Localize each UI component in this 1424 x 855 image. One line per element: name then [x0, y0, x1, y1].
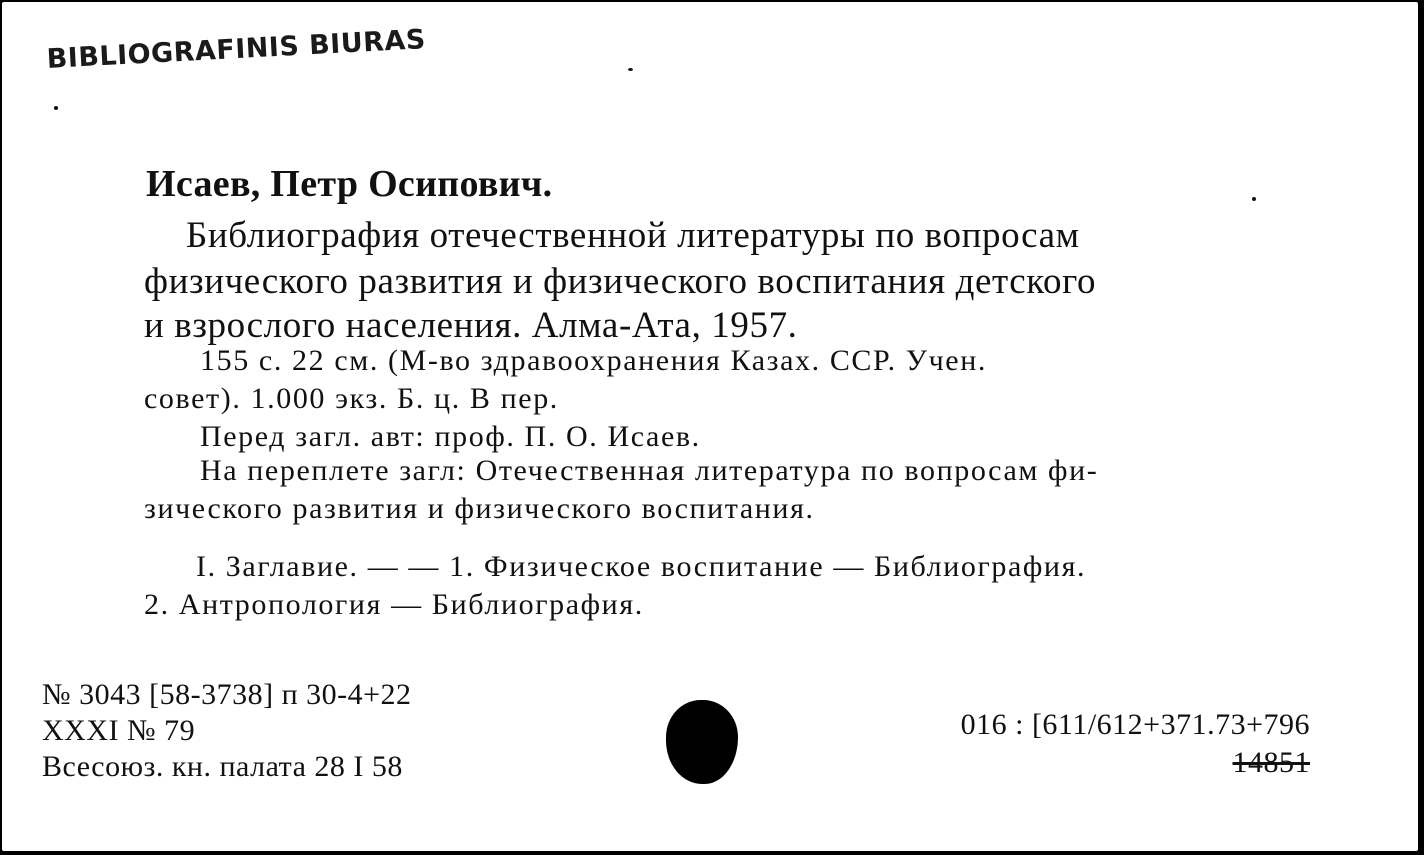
collation-line: совет). 1.000 экз. Б. ц. В пер.	[144, 382, 559, 415]
title-line: физического развития и физического воспитания детского	[144, 261, 1097, 302]
author-heading: Исаев, Петр Осипович.	[146, 163, 553, 205]
classification-code: 016 : [611/612+371.73+796	[960, 708, 1310, 741]
record-number: № 3043 [58-3738] п 30-4+22	[42, 678, 412, 711]
title-line: Библиография отечественной литературы по вопросам	[186, 215, 1080, 256]
tracing-line: I. Заглавие. — — 1. Физическое воспитание — Библиография.	[196, 550, 1087, 583]
note-line: На переплете загл: Отечественная литература по вопросам фи-	[200, 454, 1099, 487]
tracing-line: 2. Антропология — Библиография.	[144, 588, 644, 621]
title-line: и взрослого населения. Алма-Ата, 1957.	[144, 305, 798, 346]
library-stamp: BIBLIOGRAFINIS BIURAS	[46, 24, 427, 75]
note-line: зического развития и физического воспитания.	[144, 492, 815, 525]
ink-speck	[54, 106, 58, 110]
ink-speck	[1252, 197, 1256, 201]
ink-speck	[628, 68, 633, 71]
punch-hole	[666, 700, 738, 784]
issuing-chamber: Всесоюз. кн. палата 28 I 58	[42, 750, 403, 783]
collation-line: 155 с. 22 см. (М-во здравоохранения Казах. ССР. Учен.	[200, 344, 987, 377]
catalog-card	[2, 2, 1418, 851]
card-number: 14851	[1232, 746, 1310, 779]
class-number: XXXI № 79	[42, 714, 196, 747]
note-line: Перед загл. авт: проф. П. О. Исаев.	[200, 420, 701, 453]
